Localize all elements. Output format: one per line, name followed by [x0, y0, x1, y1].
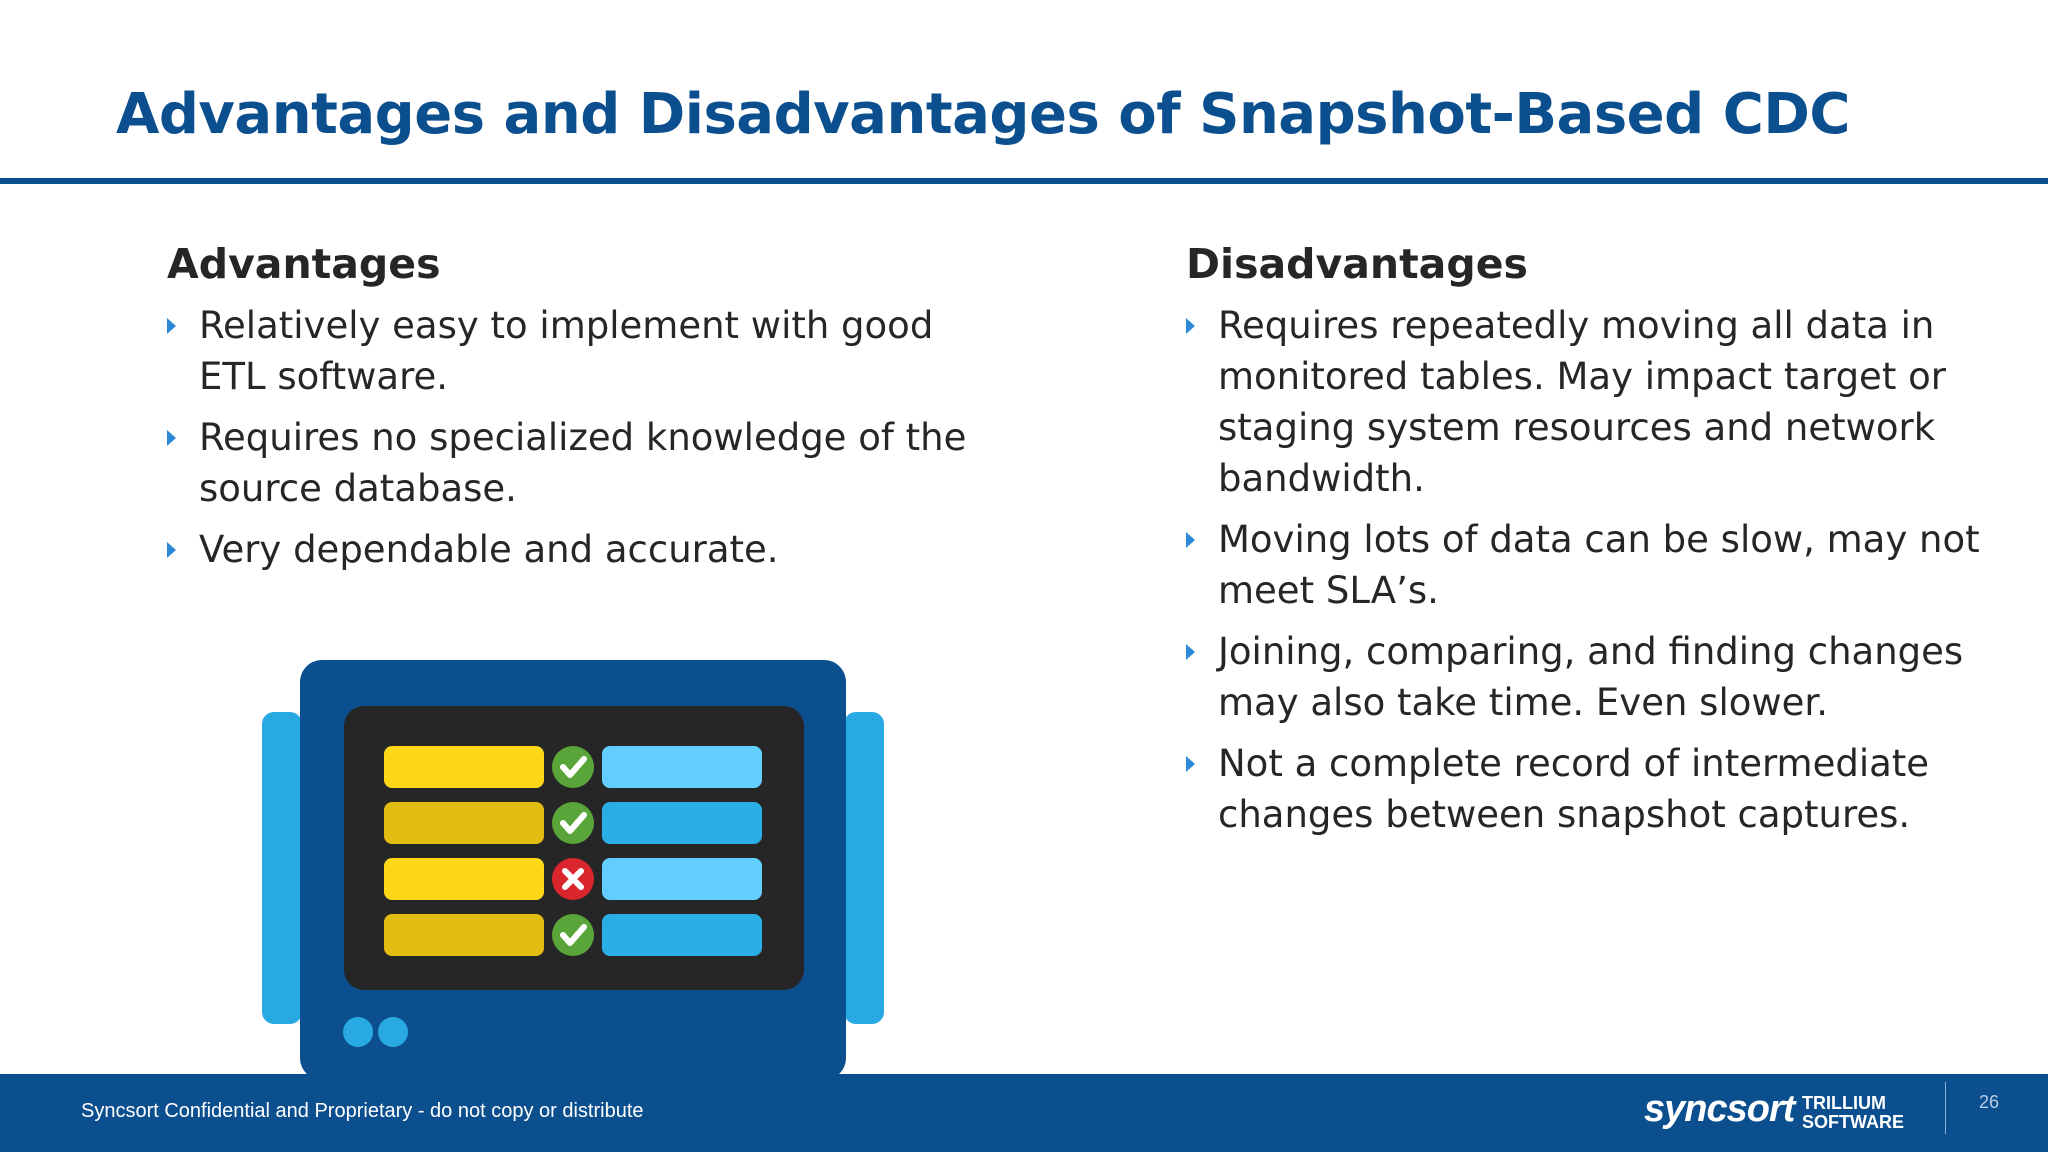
list-item-text: Moving lots of data can be slow, may not meet SLA’s. [1218, 518, 1980, 612]
list-item-text: Joining, comparing, and finding changes may also take time. Even slower. [1218, 630, 1964, 724]
footer-confidential-text: Syncsort Confidential and Proprietary - do not copy or distribute [81, 1100, 644, 1122]
list-item [167, 300, 1007, 402]
monitor-light-icon [378, 1017, 408, 1047]
check-icon [552, 746, 594, 788]
list-item-text: Very dependable and accurate. [199, 528, 779, 571]
bullet-arrow-icon [167, 318, 176, 334]
bullet-arrow-icon [1186, 532, 1195, 548]
page-number: 26 [1979, 1092, 2000, 1112]
screen-row-target-bar [602, 746, 762, 788]
bullet-arrow-icon [1186, 644, 1195, 660]
screen-row-source-bar [384, 802, 544, 844]
list-item [1186, 300, 2026, 504]
list-item [1186, 738, 2026, 840]
monitor-left-wing [262, 712, 302, 1024]
title-divider [0, 178, 2048, 184]
bullet-arrow-icon [1186, 318, 1195, 334]
screen-row-source-bar [384, 914, 544, 956]
footer-bar [0, 1074, 2048, 1152]
bullet-arrow-icon [167, 430, 176, 446]
screen-row-source-bar [384, 746, 544, 788]
footer-divider [1945, 1082, 1946, 1134]
list-item [1186, 514, 2026, 616]
snapshot-monitor-illustration [262, 660, 884, 1080]
list-item-text: Relatively easy to implement with good ETL software. [199, 304, 934, 398]
syncsort-logo: syncsort [1644, 1088, 1795, 1130]
slide-title: Advantages and Disadvantages of Snapshot-Based CDC [116, 82, 1850, 147]
advantages-heading: Advantages [167, 240, 441, 288]
disadvantages-heading: Disadvantages [1186, 240, 1528, 288]
monitor-light-icon [343, 1017, 373, 1047]
advantages-list [167, 300, 1007, 575]
disadvantages-column [1186, 240, 2026, 850]
screen-row-target-bar [602, 802, 762, 844]
screen-row-target-bar [602, 858, 762, 900]
bullet-arrow-icon [1186, 756, 1195, 772]
list-item [167, 524, 1007, 575]
list-item-text: Requires repeatedly moving all data in monitored tables. May impact target or staging system resources and network bandwidth. [1218, 304, 1946, 500]
logo-line: TRILLIUM [1802, 1093, 1886, 1113]
list-item-text: Requires no specialized knowledge of the source database. [199, 416, 967, 510]
check-icon [552, 802, 594, 844]
bullet-arrow-icon [167, 542, 176, 558]
screen-row-source-bar [384, 858, 544, 900]
monitor-right-wing [844, 712, 884, 1024]
disadvantages-list [1186, 300, 2026, 840]
logo-line: SOFTWARE [1802, 1112, 1904, 1132]
check-icon [552, 914, 594, 956]
screen-row-target-bar [602, 914, 762, 956]
advantages-column [167, 240, 1007, 585]
list-item [167, 412, 1007, 514]
list-item-text: Not a complete record of intermediate changes between snapshot captures. [1218, 742, 1930, 836]
trillium-software-logo [1802, 1094, 1904, 1132]
list-item [1186, 626, 2026, 728]
